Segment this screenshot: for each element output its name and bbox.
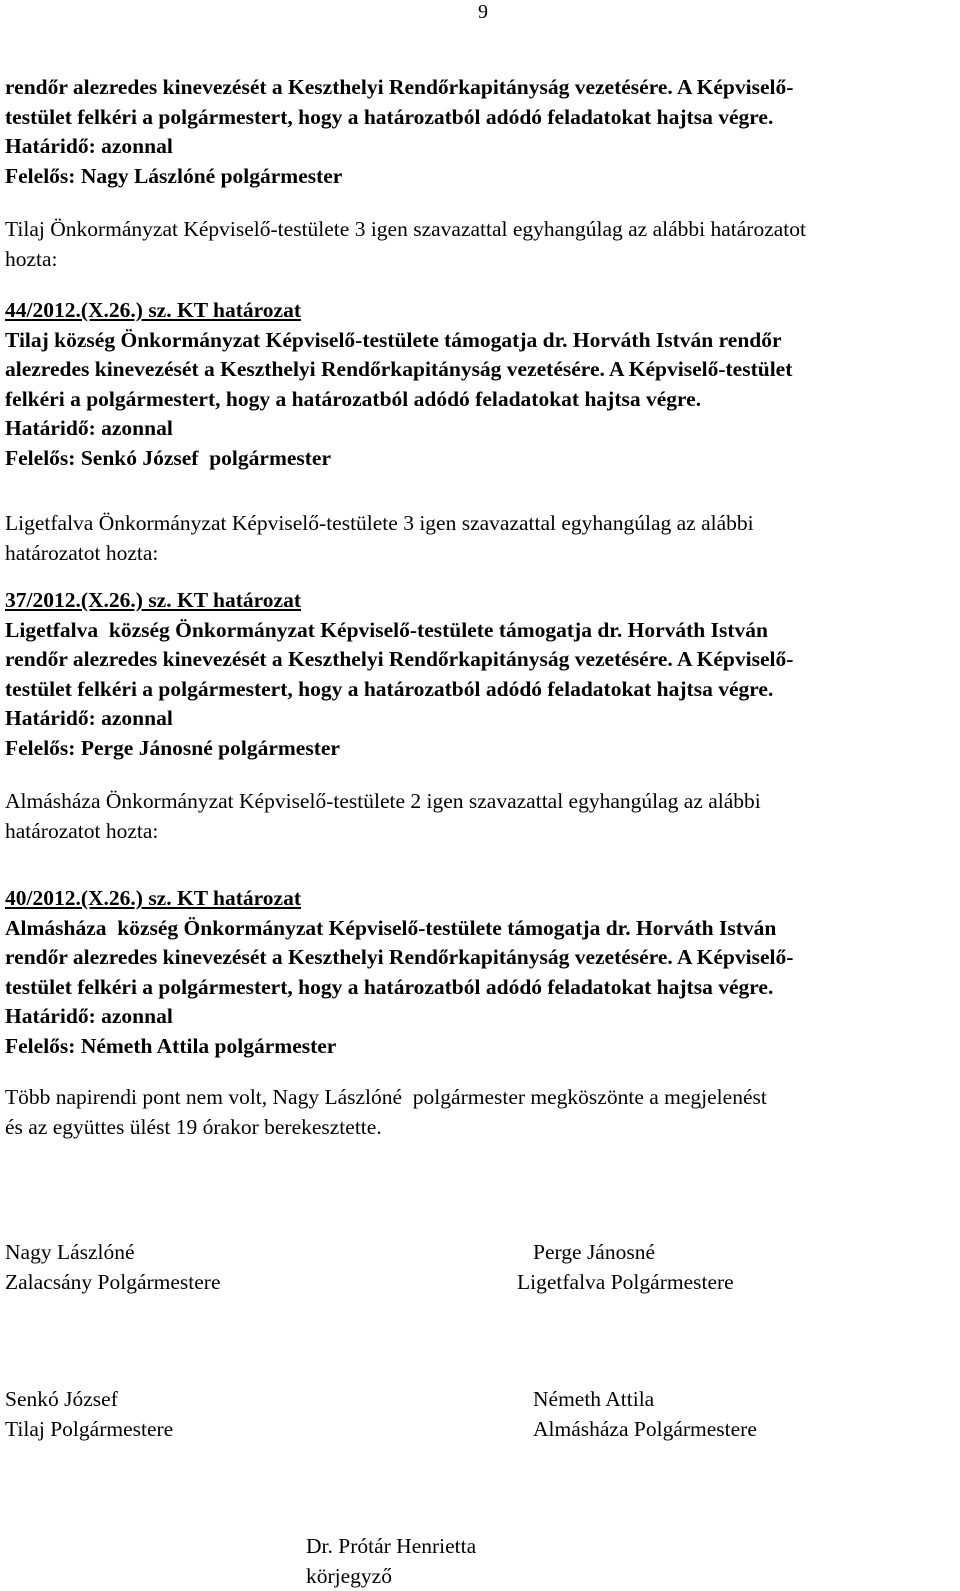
responsible-line: Felelős: Perge Jánosné polgármester xyxy=(5,734,960,764)
signatory-title: Zalacsány Polgármestere xyxy=(5,1268,221,1298)
signatory-title: Tilaj Polgármestere xyxy=(5,1415,173,1445)
signatory-title: Ligetfalva Polgármestere xyxy=(517,1268,734,1298)
resolution-text: Almásháza község Önkormányzat Képviselő-testülete támogatja dr. Horváth István xyxy=(5,914,960,944)
resolution-text: alezredes kinevezését a Keszthelyi Rendőrkapitányság vezetésére. A Képviselő-testület xyxy=(5,355,960,385)
deadline-line: Határidő: azonnal xyxy=(5,704,960,734)
text-line: rendőr alezredes kinevezését a Keszthelyi Rendőrkapitányság vezetésére. A Képviselő- xyxy=(5,73,960,103)
deadline-line: Határidő: azonnal xyxy=(5,414,960,444)
signature-nemeth xyxy=(533,1385,757,1444)
signature-perge xyxy=(517,1238,734,1297)
responsible-line: Felelős: Németh Attila polgármester xyxy=(5,1032,960,1062)
responsible-line: Felelős: Nagy Lászlóné polgármester xyxy=(5,162,960,192)
resolution-text: rendőr alezredes kinevezését a Keszthelyi Rendőrkapitányság vezetésére. A Képviselő- xyxy=(5,645,960,675)
resolution-text: Tilaj község Önkormányzat Képviselő-testülete támogatja dr. Horváth István rendőr xyxy=(5,326,960,356)
signature-protar xyxy=(306,1532,476,1591)
document-body xyxy=(5,73,960,1142)
closing-line: és az együttes ülést 19 órakor berekesztette. xyxy=(5,1113,960,1143)
almashaza-section xyxy=(5,787,960,1061)
signatory-name: Perge Jánosné xyxy=(517,1238,734,1268)
resolution-text: rendőr alezredes kinevezését a Keszthelyi Rendőrkapitányság vezetésére. A Képviselő- xyxy=(5,943,960,973)
resolution-number: 44/2012.(X.26.) sz. KT határozat xyxy=(5,296,960,326)
intro-line: határozatot hozta: xyxy=(5,539,960,569)
intro-line: Tilaj Önkormányzat Képviselő-testülete 3 igen szavazattal egyhangúlag az alábbi határozatot xyxy=(5,215,960,245)
signature-nagy xyxy=(5,1238,221,1297)
deadline-line: Határidő: azonnal xyxy=(5,132,960,162)
text-line: testület felkéri a polgármestert, hogy a határozatból adódó feladatokat hajtsa végre. xyxy=(5,103,960,133)
resolution-number: 37/2012.(X.26.) sz. KT határozat xyxy=(5,586,960,616)
signatory-name: Senkó József xyxy=(5,1385,173,1415)
resolution-text: testület felkéri a polgármestert, hogy a határozatból adódó feladatokat hajtsa végre. xyxy=(5,973,960,1003)
intro-line: Almásháza Önkormányzat Képviselő-testülete 2 igen szavazattal egyhangúlag az alábbi xyxy=(5,787,960,817)
resolution-text: felkéri a polgármestert, hogy a határozatból adódó feladatokat hajtsa végre. xyxy=(5,385,960,415)
signatory-name: Németh Attila xyxy=(533,1385,757,1415)
page-number: 9 xyxy=(478,0,488,24)
intro-line: hozta: xyxy=(5,245,960,275)
closing-paragraph xyxy=(5,1083,960,1142)
intro-line: határozatot hozta: xyxy=(5,817,960,847)
signatory-name: Nagy Lászlóné xyxy=(5,1238,221,1268)
intro-line: Ligetfalva Önkormányzat Képviselő-testülete 3 igen szavazattal egyhangúlag az alábbi xyxy=(5,509,960,539)
signature-senko xyxy=(5,1385,173,1444)
resolution-text: Ligetfalva község Önkormányzat Képviselő-testülete támogatja dr. Horváth István xyxy=(5,616,960,646)
resolution-text: testület felkéri a polgármestert, hogy a határozatból adódó feladatokat hajtsa végre. xyxy=(5,675,960,705)
resolution-number: 40/2012.(X.26.) sz. KT határozat xyxy=(5,884,960,914)
continuation-paragraph xyxy=(5,73,960,191)
ligetfalva-section xyxy=(5,509,960,763)
closing-line: Több napirendi pont nem volt, Nagy Lászlóné polgármester megköszönte a megjelenést xyxy=(5,1083,960,1113)
deadline-line: Határidő: azonnal xyxy=(5,1002,960,1032)
signatory-title: Almásháza Polgármestere xyxy=(533,1415,757,1445)
tilaj-section xyxy=(5,215,960,473)
signatory-name: Dr. Prótár Henrietta xyxy=(306,1532,476,1562)
responsible-line: Felelős: Senkó József polgármester xyxy=(5,444,960,474)
signatory-title: körjegyző xyxy=(306,1562,476,1591)
